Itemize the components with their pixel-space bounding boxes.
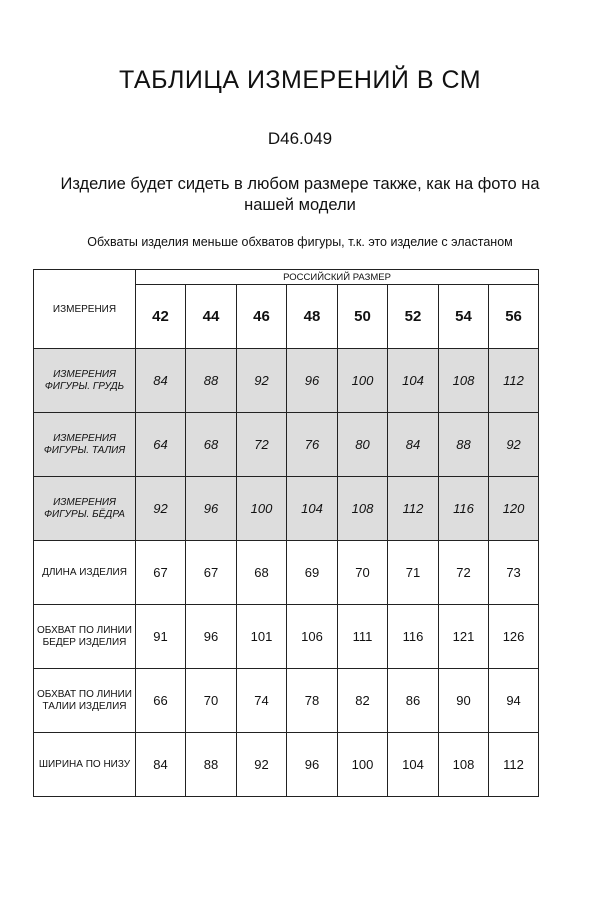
table-cell: 104 [388, 349, 439, 413]
row-label: ДЛИНА ИЗДЕЛИЯ [34, 541, 136, 605]
table-cell: 104 [388, 733, 439, 797]
table-cell: 100 [338, 733, 388, 797]
row-label: ОБХВАТ ПО ЛИНИИ ТАЛИИ ИЗДЕЛИЯ [34, 669, 136, 733]
table-cell: 67 [136, 541, 186, 605]
table-cell: 121 [439, 605, 489, 669]
table-row [34, 669, 539, 733]
table-cell: 100 [338, 349, 388, 413]
table-cell: 112 [388, 477, 439, 541]
table-row [34, 541, 539, 605]
table-cell: 69 [287, 541, 338, 605]
page-title: ТАБЛИЦА ИЗМЕРЕНИЙ В СМ [118, 66, 482, 94]
size-header-50: 50 [338, 285, 388, 349]
table-cell: 90 [439, 669, 489, 733]
table-cell: 88 [439, 413, 489, 477]
table-cell: 80 [338, 413, 388, 477]
table-cell: 88 [186, 349, 237, 413]
row-label: ИЗМЕРЕНИЯ ФИГУРЫ. ГРУДЬ [34, 349, 136, 413]
table-cell: 96 [287, 349, 338, 413]
table-cell: 116 [388, 605, 439, 669]
table-cell: 86 [388, 669, 439, 733]
size-header-54: 54 [439, 285, 489, 349]
table-cell: 116 [439, 477, 489, 541]
table-cell: 92 [136, 477, 186, 541]
table-cell: 120 [489, 477, 539, 541]
table-cell: 84 [136, 733, 186, 797]
size-header-52: 52 [388, 285, 439, 349]
table-cell: 84 [388, 413, 439, 477]
table-cell: 70 [338, 541, 388, 605]
table-cell: 111 [338, 605, 388, 669]
table-cell: 73 [489, 541, 539, 605]
table-cell: 91 [136, 605, 186, 669]
table-cell: 70 [186, 669, 237, 733]
table-cell: 101 [237, 605, 287, 669]
table-cell: 106 [287, 605, 338, 669]
table-cell: 126 [489, 605, 539, 669]
table-cell: 68 [186, 413, 237, 477]
row-label: ИЗМЕРЕНИЯ ФИГУРЫ. БЁДРА [34, 477, 136, 541]
table-cell: 82 [338, 669, 388, 733]
table-cell: 112 [489, 733, 539, 797]
table-row [34, 733, 539, 797]
table-cell: 92 [237, 733, 287, 797]
table-cell: 68 [237, 541, 287, 605]
table-cell: 74 [237, 669, 287, 733]
table-cell: 94 [489, 669, 539, 733]
measurements-header: ИЗМЕРЕНИЯ [34, 270, 136, 349]
size-chart-table [33, 269, 539, 797]
table-row [34, 605, 539, 669]
table-cell: 96 [186, 605, 237, 669]
table-cell: 66 [136, 669, 186, 733]
table-cell: 88 [186, 733, 237, 797]
row-label: ИЗМЕРЕНИЯ ФИГУРЫ. ТАЛИЯ [34, 413, 136, 477]
table-cell: 72 [237, 413, 287, 477]
size-header-56: 56 [489, 285, 539, 349]
row-label: ШИРИНА ПО НИЗУ [34, 733, 136, 797]
table-row [34, 349, 539, 413]
table-cell: 71 [388, 541, 439, 605]
size-header-44: 44 [186, 285, 237, 349]
size-header-42: 42 [136, 285, 186, 349]
row-label: ОБХВАТ ПО ЛИНИИ БЕДЕР ИЗДЕЛИЯ [34, 605, 136, 669]
table-cell: 84 [136, 349, 186, 413]
table-cell: 112 [489, 349, 539, 413]
table-cell: 96 [287, 733, 338, 797]
table-cell: 92 [489, 413, 539, 477]
size-header-48: 48 [287, 285, 338, 349]
table-cell: 78 [287, 669, 338, 733]
table-cell: 100 [237, 477, 287, 541]
table-cell: 96 [186, 477, 237, 541]
table-cell: 72 [439, 541, 489, 605]
size-header-46: 46 [237, 285, 287, 349]
product-code: D46.049 [267, 129, 333, 148]
table-row [34, 413, 539, 477]
elastane-note: Обхваты изделия меньше обхватов фигуры, т.к. это изделие с эластаном [87, 235, 513, 249]
table-cell: 108 [338, 477, 388, 541]
russian-size-header: РОССИЙСКИЙ РАЗМЕР [136, 270, 539, 285]
table-cell: 108 [439, 733, 489, 797]
table-cell: 67 [186, 541, 237, 605]
table-cell: 64 [136, 413, 186, 477]
table-cell: 92 [237, 349, 287, 413]
table-row [34, 477, 539, 541]
fit-note: Изделие будет сидеть в любом размере также, как на фото на нашей модели [60, 175, 540, 214]
table-cell: 108 [439, 349, 489, 413]
table-cell: 76 [287, 413, 338, 477]
table-cell: 104 [287, 477, 338, 541]
